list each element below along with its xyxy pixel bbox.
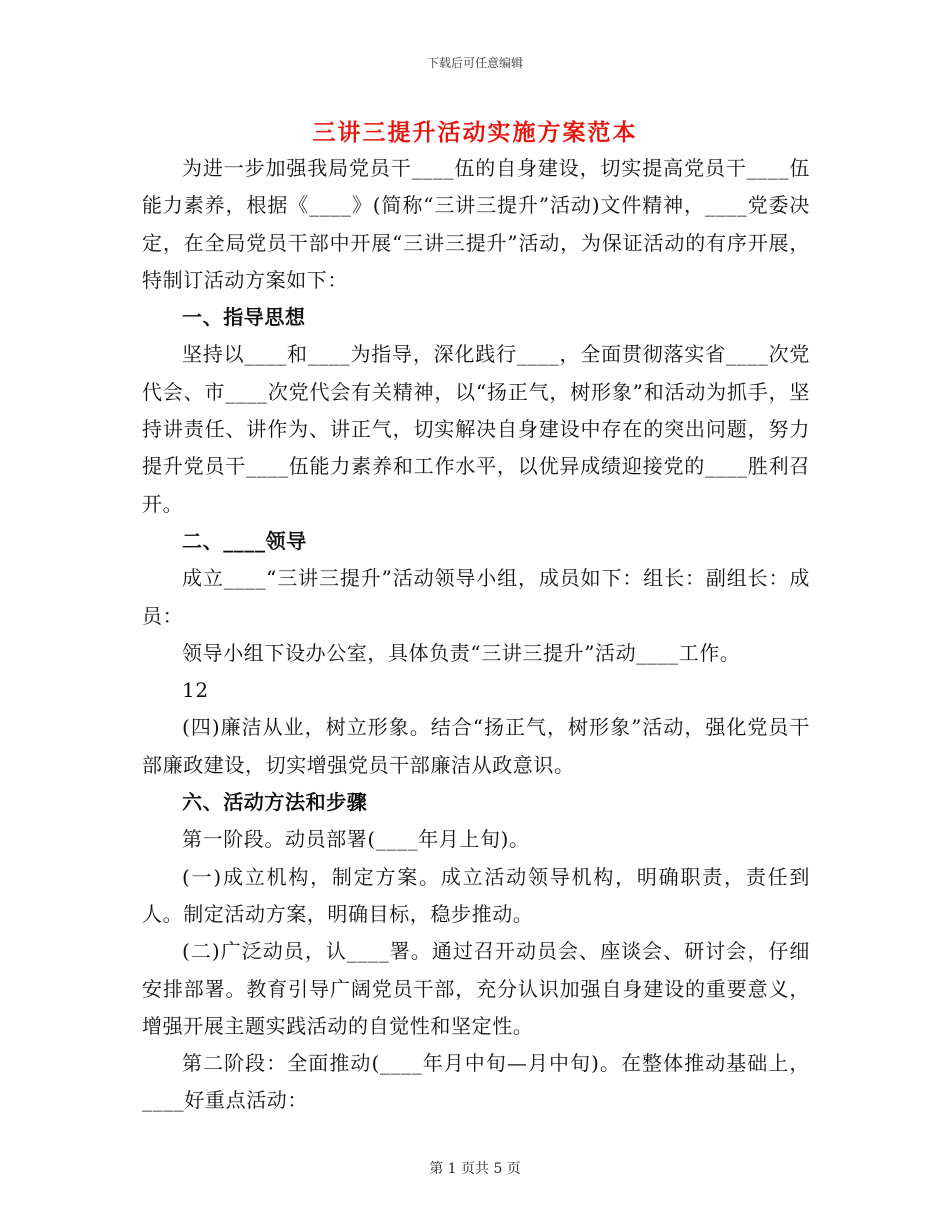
document-body	[142, 150, 810, 1120]
integrity-paragraph: (四)廉洁从业，树立形象。结合“扬正气，树形象”活动，强化党员干部廉政建设，切实增强党员干部廉洁从政意识。	[142, 715, 810, 777]
establish-agency-paragraph: (一)成立机构，制定方案。成立活动领导机构，明确职责，责任到人。制定活动方案，明确目标，稳步推动。	[142, 864, 810, 926]
section-heading-guiding-ideology: 一、指导思想	[182, 305, 306, 330]
section-heading-leadership: 二、____领导	[182, 528, 307, 553]
guiding-ideology-paragraph: 坚持以____和____为指导，深化践行____，全面贯彻落实省____次党代会、市____次党代会有关精神，以“扬正气，树形象”和活动为抓手，坚持讲责任、讲作为、讲正气，切实解决自身建设中存在的突出问题，努力提升党员干____伍能力素养和工作水平，以优异成绩迎接党的____胜利召开。	[142, 342, 810, 516]
number-line: 12	[182, 678, 209, 703]
document-title: 三讲三提升活动实施方案范本	[312, 119, 638, 146]
office-paragraph: 领导小组下设办公室，具体负责“三讲三提升”活动____工作。	[182, 640, 741, 665]
stage-one-paragraph: 第一阶段。动员部署(____年月上旬)。	[182, 827, 530, 852]
leadership-group-paragraph: 成立____“三讲三提升”活动领导小组，成员如下：组长：副组长：成员：	[142, 566, 810, 628]
section-heading-methods-steps: 六、活动方法和步骤	[182, 790, 368, 815]
mobilize-paragraph: (二)广泛动员，认____署。通过召开动员会、座谈会、研讨会，仔细安排部署。教育引导广阔党员干部，充分认识加强自身建设的重要意义，增强开展主题实践活动的自觉性和坚定性。	[142, 939, 810, 1038]
page-footer: 第 1 页共 5 页	[429, 1161, 521, 1177]
intro-paragraph: 为进一步加强我局党员干____伍的自身建设，切实提高党员干____伍能力素养，根据《____》(简称“三讲三提升”活动)文件精神，____党委决定，在全局党员干部中开展“三讲三提升”活动，为保证活动的有序开展，特制订活动方案如下：	[142, 156, 810, 292]
stage-two-paragraph: 第二阶段：全面推动(____年月中旬—月中旬)。在整体推动基础上，____好重点活动：	[142, 1051, 810, 1113]
page-header: 下载后可任意编辑	[426, 56, 523, 70]
